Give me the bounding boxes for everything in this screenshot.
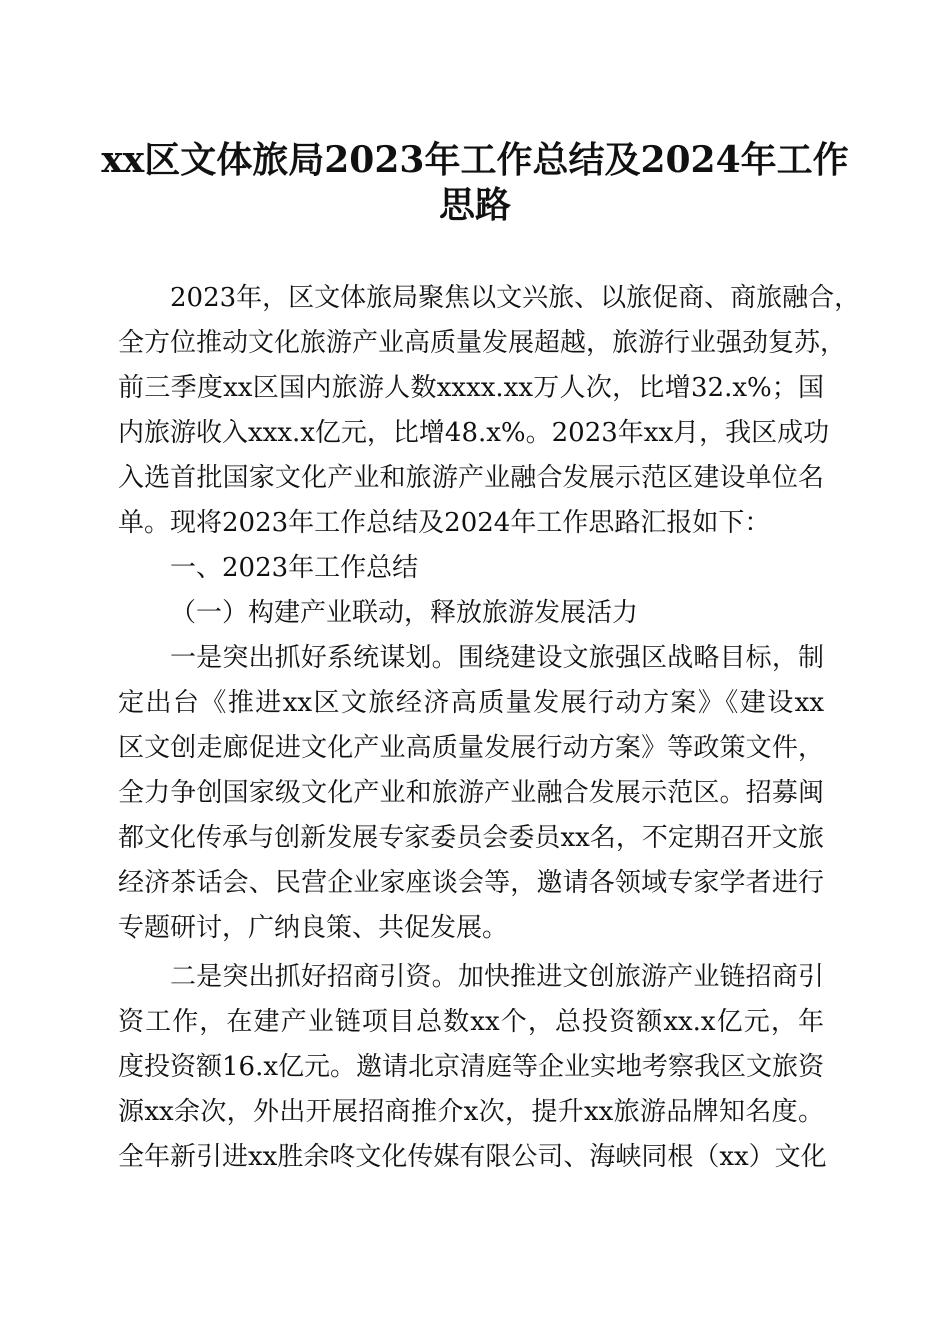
para2-line: 全年新引进xx胜余咚文化传媒有限公司、海峡同根（xx）文化 — [118, 1142, 827, 1172]
intro-line: 2023年，区文体旅局聚焦以文兴旅、以旅促商、商旅融合， — [170, 283, 861, 313]
intro-line: 入选首批国家文化产业和旅游产业融合发展示范区建设单位名 — [118, 463, 824, 493]
para1-line: 都文化传承与创新发展专家委员会委员xx名，不定期召开文旅 — [118, 823, 824, 853]
section-heading: 一、2023年工作总结 — [170, 553, 419, 583]
para2-line: 源xx余次，外出开展招商推介x次，提升xx旅游品牌知名度。 — [118, 1097, 824, 1127]
intro-line: 全方位推动文化旅游产业高质量发展超越，旅游行业强劲复苏， — [118, 328, 847, 358]
para1-line: 定出台《推进xx区文旅经济高质量发展行动方案》《建设xx — [118, 688, 824, 718]
para2-line: 度投资额16.x亿元。邀请北京清庭等企业实地考察我区文旅资 — [118, 1052, 825, 1082]
intro-line: 内旅游收入xxx.x亿元，比增48.x%。2023年xx月，我区成功 — [118, 418, 830, 448]
document-title-line-2: 思路 — [438, 184, 511, 226]
document-body — [118, 276, 861, 1180]
para2-line: 资工作，在建产业链项目总数xx个，总投资额xx.x亿元，年 — [118, 1007, 824, 1037]
document-title-line-1: xx区文体旅局2023年工作总结及2024年工作 — [101, 139, 849, 181]
para1-line: 专题研讨，广纳良策、共促发展。 — [118, 913, 509, 943]
para1-line: 一是突出抓好系统谋划。围绕建设文旅强区战略目标，制 — [170, 643, 824, 673]
intro-line: 前三季度xx区国内旅游人数xxxx.xx万人次，比增32.x%；国 — [118, 373, 824, 403]
intro-line: 单。现将2023年工作总结及2024年工作思路汇报如下： — [118, 508, 771, 538]
para1-line: 全力争创国家级文化产业和旅游产业融合发展示范区。招募闽 — [118, 778, 824, 808]
para1-line: 经济茶话会、民营企业家座谈会等，邀请各领域专家学者进行 — [118, 868, 824, 898]
para2-line: 二是突出抓好招商引资。加快推进文创旅游产业链招商引 — [170, 962, 824, 992]
subsection-heading: （一）构建产业联动，释放旅游发展活力 — [170, 598, 639, 628]
para1-line: 区文创走廊促进文化产业高质量发展行动方案》等政策文件， — [118, 733, 824, 763]
